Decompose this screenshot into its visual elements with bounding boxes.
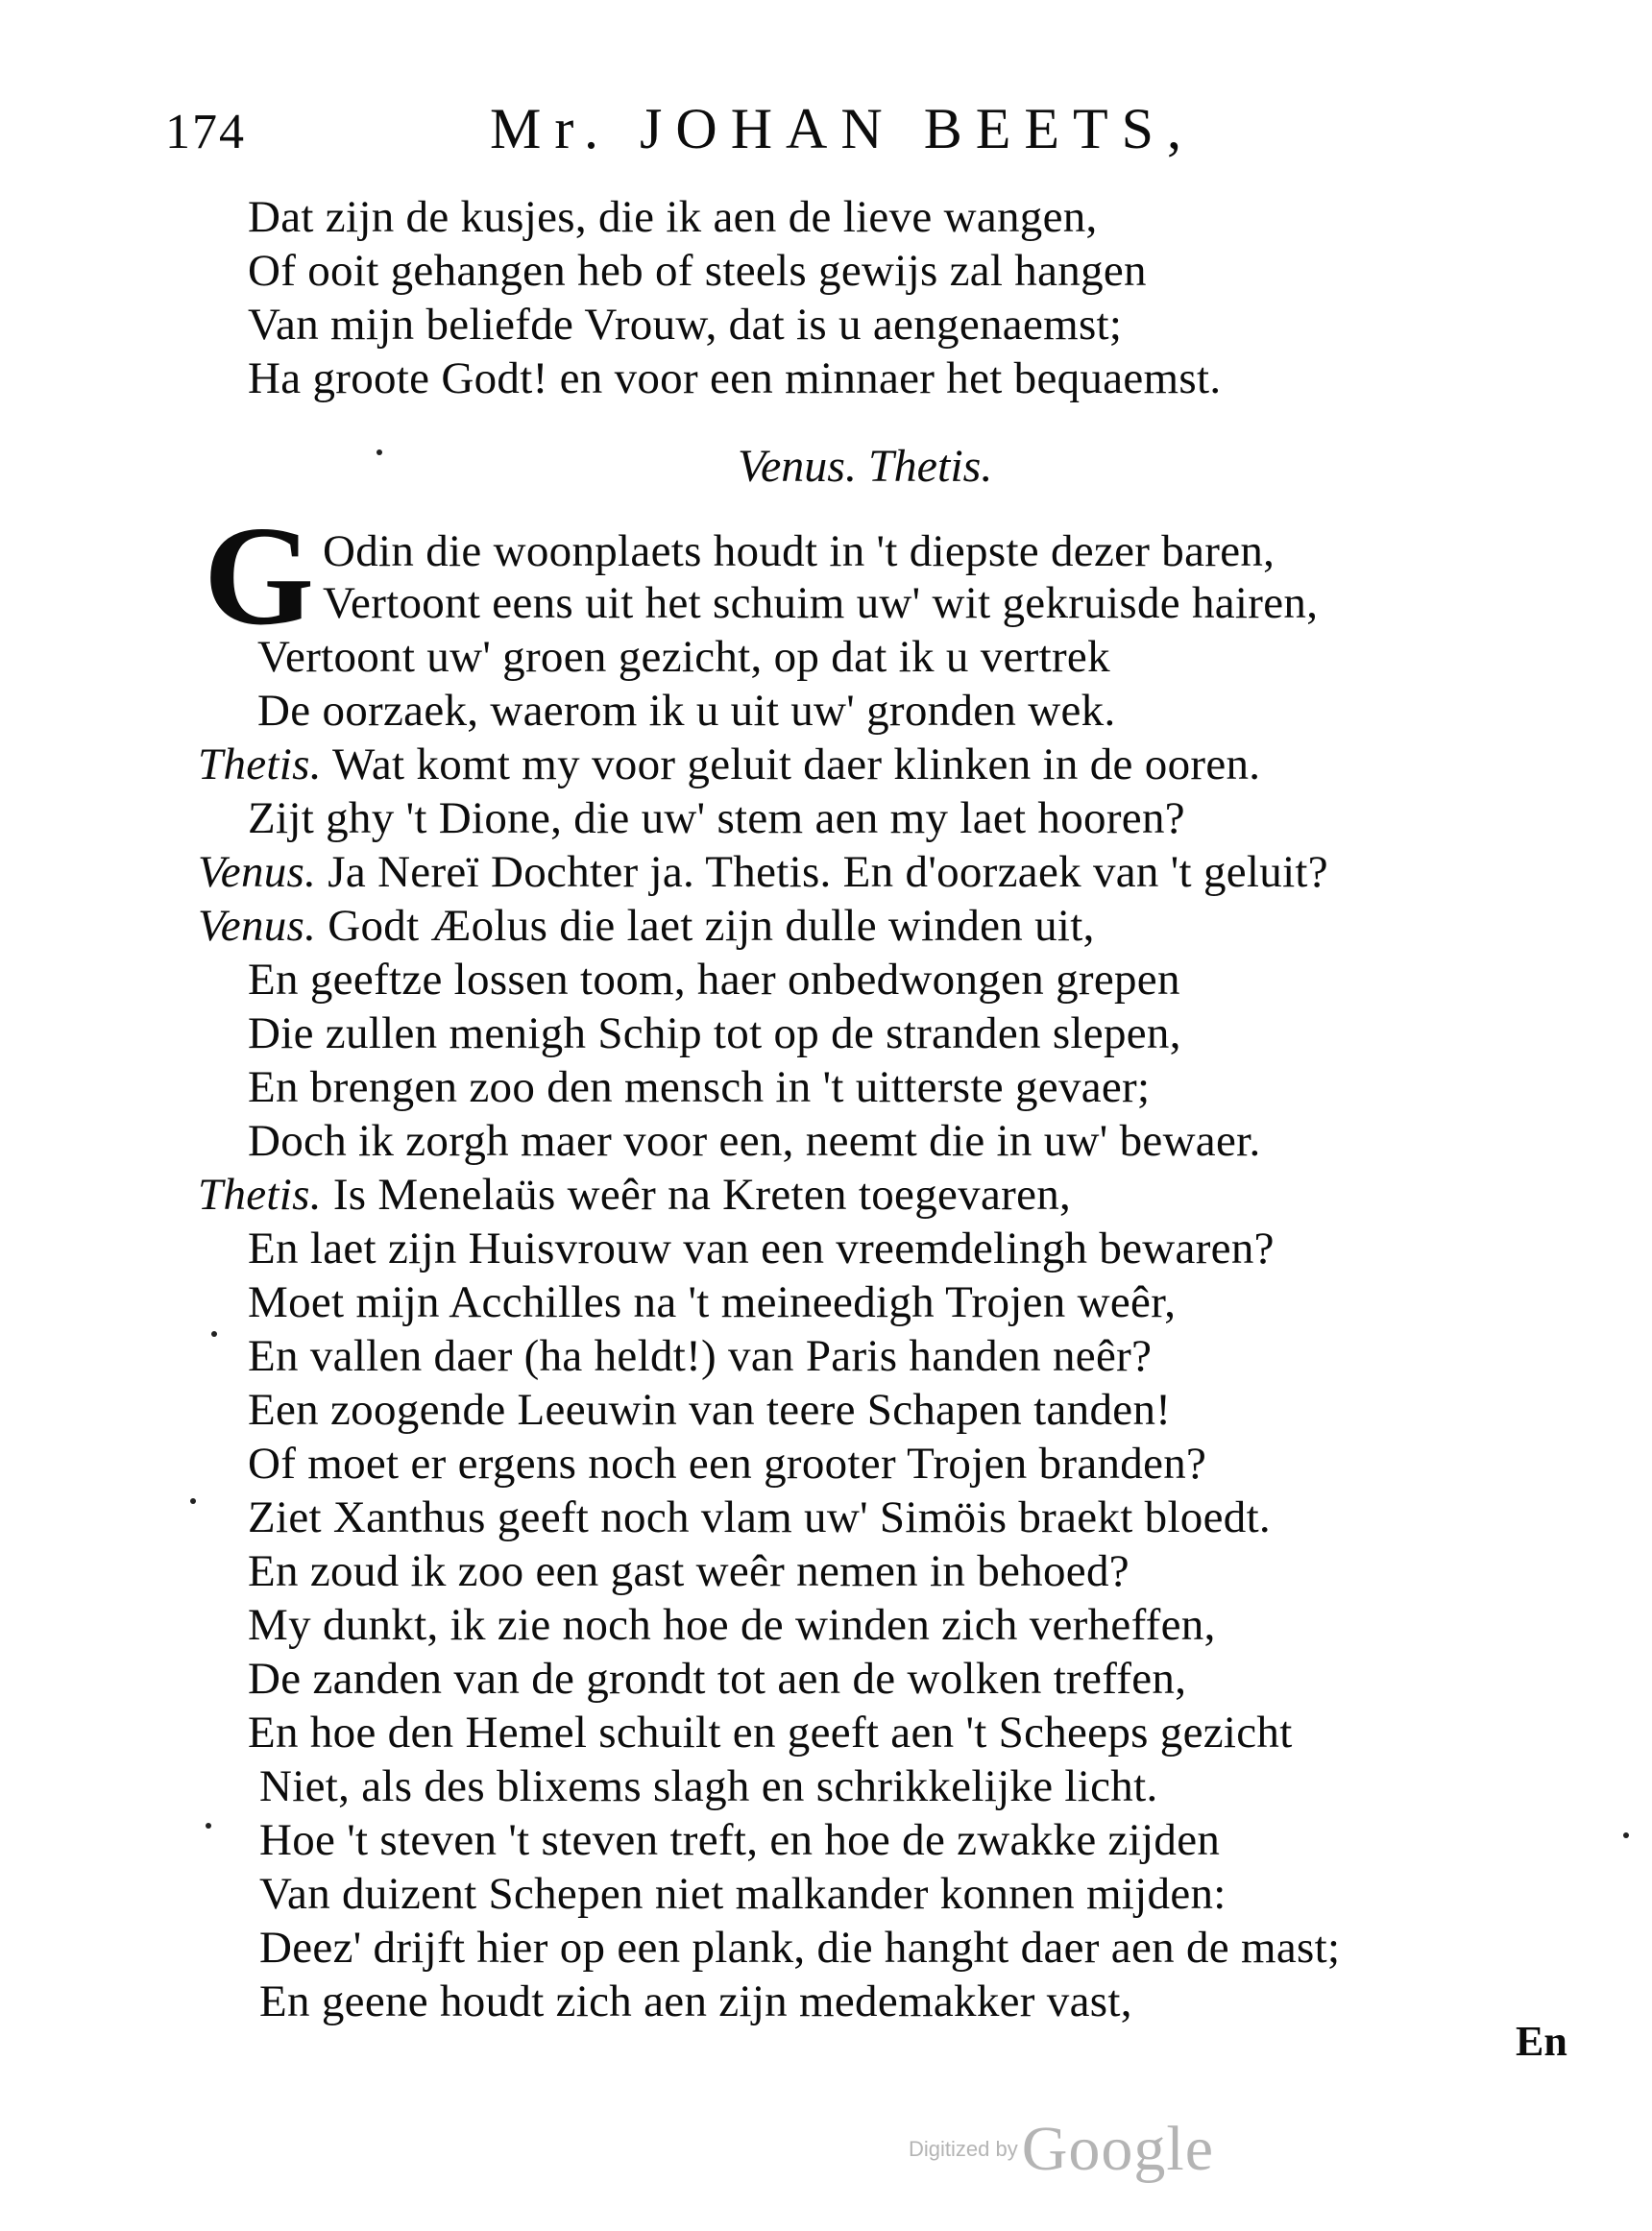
verse-text: En geene houdt zich aen zijn medemakker vast, — [259, 1976, 1132, 2026]
verse-line: Odin die woonplaets houdt in 't diepste dezer baren, — [323, 526, 1275, 576]
verse-line — [257, 630, 1110, 684]
verse-text: Deez' drijft hier op een plank, die hanght daer aen de mast; — [259, 1923, 1341, 1973]
verse-text: En hoe den Hemel schuilt en geeft aen 't Scheeps gezicht — [248, 1708, 1293, 1758]
section-heading: Venus. Thetis. — [738, 441, 993, 492]
ink-speck — [211, 1331, 217, 1337]
verse-line — [259, 1921, 1340, 1975]
speaker-name: Thetis. — [198, 740, 322, 789]
drop-cap: G — [204, 497, 315, 655]
verse-text: De zanden van de grondt tot aen de wolken treffen, — [248, 1654, 1187, 1704]
verse-line — [248, 953, 1180, 1006]
verse-line — [323, 576, 1318, 630]
verse-line — [248, 1222, 1275, 1275]
verse-text: Ziet Xanthus geeft noch vlam uw' Simöis braekt bloedt. — [248, 1492, 1271, 1542]
verse-text: Van duizent Schepen niet malkander konnen mijden: — [259, 1869, 1227, 1919]
verse-text: En brengen zoo den mensch in 't uitterste gevaer; — [248, 1062, 1151, 1112]
running-head: Mr. JOHAN BEETS, — [490, 97, 1196, 160]
verse-line — [257, 684, 1116, 738]
verse-text: En laet zijn Huisvrouw van een vreemdelingh bewaren? — [248, 1224, 1275, 1273]
verse-text: En geeftze lossen toom, haer onbedwongen grepen — [248, 955, 1180, 1005]
speaker-name: Venus. — [198, 847, 317, 897]
speaker-name: Thetis. — [198, 1170, 322, 1220]
verse-line — [248, 1275, 1176, 1329]
verse-line — [248, 1437, 1206, 1491]
digitized-watermark — [909, 2113, 1214, 2186]
verse-text: Is Menelaüs weêr na Kreten toegevaren, — [332, 1170, 1072, 1220]
verse-text: Vertoont uw' groen gezicht, op dat ik u vertrek — [257, 632, 1110, 682]
verse-line — [248, 1706, 1293, 1759]
verse-line — [259, 1975, 1132, 2028]
verse-text: En zoud ik zoo een gast weêr nemen in behoed? — [248, 1546, 1130, 1596]
verse-text: Vertoont eens uit het schuim uw' wit gekruisde hairen, — [323, 578, 1319, 628]
verse-line — [198, 738, 1260, 791]
verse-line — [248, 791, 1185, 845]
verse-line: Ha groote Godt! en voor een minnaer het bequaemst. — [248, 353, 1222, 403]
verse-text: Wat komt my voor geluit daer klinken in de ooren. — [331, 740, 1261, 789]
verse-line: Van mijn beliefde Vrouw, dat is u aengenaemst; — [248, 300, 1123, 350]
verse-line — [198, 899, 1095, 953]
verse-line — [248, 1652, 1186, 1706]
verse-text: Niet, als des blixems slagh en schrikkelijke licht. — [259, 1761, 1158, 1811]
watermark-prefix: Digitized by — [909, 2137, 1018, 2161]
page-number: 174 — [165, 105, 246, 159]
verse-line — [198, 1168, 1071, 1222]
verse-line — [248, 1383, 1171, 1437]
verse-text: En vallen daer (ha heldt!) van Paris handen neêr? — [248, 1331, 1153, 1381]
verse-line — [248, 1491, 1271, 1544]
verse-text: Moet mijn Acchilles na 't meineedigh Trojen weêr, — [248, 1277, 1177, 1327]
verse-line — [198, 845, 1328, 899]
verse-line: Of ooit gehangen heb of steels gewijs zal hangen — [248, 246, 1147, 296]
verse-text: Een zoogende Leeuwin van teere Schapen tanden! — [248, 1385, 1172, 1435]
ink-speck — [1623, 1832, 1629, 1838]
verse-line — [259, 1759, 1158, 1813]
ink-speck — [190, 1498, 196, 1504]
verse-text: Hoe 't steven 't steven treft, en hoe de zwakke zijden — [259, 1815, 1221, 1865]
verse-text: Doch ik zorgh maer voor een, neemt die in uw' bewaer. — [248, 1116, 1261, 1166]
verse-line — [248, 1598, 1216, 1652]
verse-text: Of moet er ergens noch een grooter Trojen branden? — [248, 1439, 1207, 1489]
verse-text: Zijt ghy 't Dione, die uw' stem aen my laet hooren? — [248, 793, 1185, 843]
verse-line — [248, 1329, 1152, 1383]
ink-speck — [206, 1823, 211, 1829]
verse-line — [248, 1114, 1261, 1168]
google-logo: Google — [1021, 2114, 1215, 2184]
verse-line: Dat zijn de kusjes, die ik aen de lieve wangen, — [248, 192, 1098, 242]
verse-line — [259, 1813, 1220, 1867]
verse-line — [248, 1006, 1181, 1060]
verse-line — [259, 1867, 1227, 1921]
ink-speck — [377, 449, 382, 455]
speaker-name: Venus. — [198, 901, 317, 951]
catchword: En — [1516, 2018, 1567, 2065]
verse-text: My dunkt, ik zie noch hoe de winden zich verheffen, — [248, 1600, 1216, 1650]
verse-line — [248, 1544, 1130, 1598]
verse-text: Godt Æolus die laet zijn dulle winden uit, — [328, 901, 1095, 951]
verse-line — [248, 1060, 1150, 1114]
verse-text: Ja Nereï Dochter ja. Thetis. En d'oorzaek van 't geluit? — [328, 847, 1328, 897]
verse-text: Die zullen menigh Schip tot op de stranden slepen, — [248, 1008, 1181, 1058]
verse-text: De oorzaek, waerom ik u uit uw' gronden wek. — [257, 686, 1116, 736]
